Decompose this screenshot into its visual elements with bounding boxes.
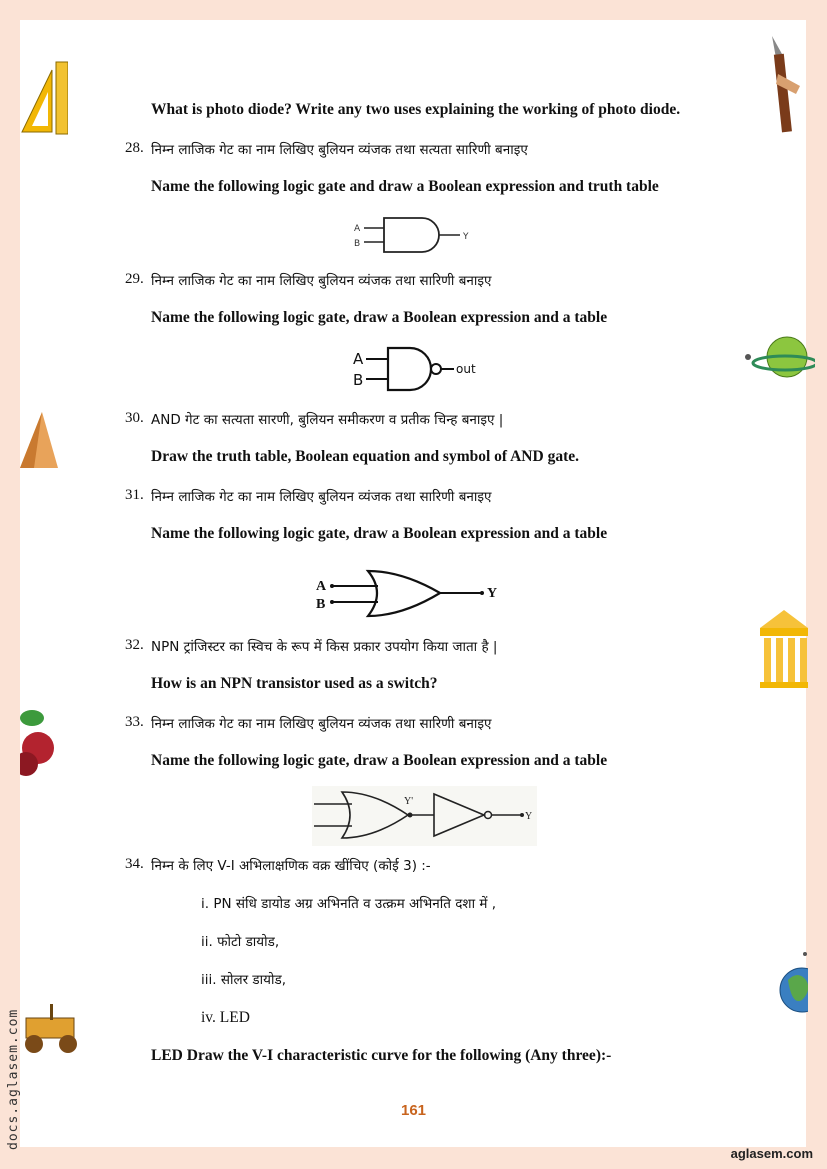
pen-clipart [768, 34, 808, 134]
question-30-english: Draw the truth table, Boolean equation and symbol of AND gate. [151, 448, 579, 465]
question-30-number: 30. [125, 410, 144, 426]
side-watermark: docs.aglasem.com [6, 1008, 21, 1150]
question-28-number: 28. [125, 140, 144, 156]
pyramid-clipart [20, 410, 60, 470]
question-28-hindi: निम्न लाजिक गेट का नाम लिखिए बुलियन व्यंजक तथा सत्यता सारिणी बनाइए [151, 142, 528, 158]
page-number: 161 [400, 1102, 427, 1119]
output-label: out [456, 362, 476, 376]
question-28-english: Name the following logic gate and draw a Boolean expression and truth table [151, 178, 659, 195]
nor-gate-diagram-q33 [312, 786, 537, 846]
cart-clipart [20, 1000, 84, 1056]
question-32-english: How is an NPN transistor used as a switch? [151, 675, 438, 692]
question-27-english: What is photo diode? Write any two uses explaining the working of photo diode. [151, 101, 681, 118]
question-31-number: 31. [125, 487, 144, 503]
question-29-number: 29. [125, 271, 144, 287]
planet-clipart [745, 335, 815, 385]
output-label: Y [463, 232, 469, 242]
and-gate-diagram-q28 [350, 214, 480, 254]
footer-site: aglasem.com [730, 1146, 813, 1161]
question-31-hindi: निम्न लाजिक गेट का नाम लिखिए बुलियन व्यंजक तथा सारिणी बनाइए [151, 489, 492, 505]
question-34-english: LED Draw the V-I characteristic curve for the following (Any three):- [151, 1047, 612, 1064]
question-34-number: 34. [125, 856, 144, 872]
question-33-hindi: निम्न लाजिक गेट का नाम लिखिए बुलियन व्यंजक तथा सारिणी बनाइए [151, 716, 492, 732]
input-a-label: A [316, 579, 327, 594]
question-31-english: Name the following logic gate, draw a Boolean expression and a table [151, 525, 608, 542]
input-b-label: B [353, 371, 364, 389]
question-33-english: Name the following logic gate, draw a Boolean expression and a table [151, 752, 608, 769]
question-30-hindi: AND गेट का सत्यता सारणी, बुलियन समीकरण व प्रतीक चिन्ह बनाइए | [151, 412, 504, 428]
output-label: Y [487, 586, 498, 601]
question-34-hindi: निम्न के लिए V-I अभिलाक्षणिक वक्र खींचिए (कोई 3) :- [151, 858, 431, 874]
question-34-item-i: i. PN संधि डायोड अग्र अभिनति व उत्क्रम अभिनति दशा में , [201, 896, 497, 912]
input-b-label: B [316, 597, 326, 612]
question-32-hindi: NPN ट्रांजिस्टर का स्विच के रूप में किस प्रकार उपयोग किया जाता है | [151, 639, 498, 655]
nand-gate-diagram-q29 [350, 345, 490, 393]
or-gate-diagram-q31 [312, 566, 502, 620]
input-b-label: B [354, 239, 361, 249]
fruit-clipart [20, 706, 60, 778]
input-a-label: A [353, 350, 364, 368]
question-34-item-ii: ii. फोटो डायोड, [201, 934, 280, 950]
question-32-number: 32. [125, 637, 144, 653]
question-29-english: Name the following logic gate, draw a Boolean expression and a table [151, 309, 608, 326]
question-34-item-iv: iv. LED [201, 1009, 250, 1026]
intermediate-label: Y' [404, 796, 414, 807]
ruler-clipart [20, 60, 68, 135]
input-a-label: A [354, 224, 361, 234]
question-34-item-iii: iii. सोलर डायोड, [201, 972, 286, 988]
globe-clipart [778, 950, 808, 1020]
question-33-number: 33. [125, 714, 144, 730]
pillar-building-clipart [760, 608, 808, 688]
output-label: Y [525, 811, 533, 822]
question-29-hindi: निम्न लाजिक गेट का नाम लिखिए बुलियन व्यंजक तथा सारिणी बनाइए [151, 273, 492, 289]
